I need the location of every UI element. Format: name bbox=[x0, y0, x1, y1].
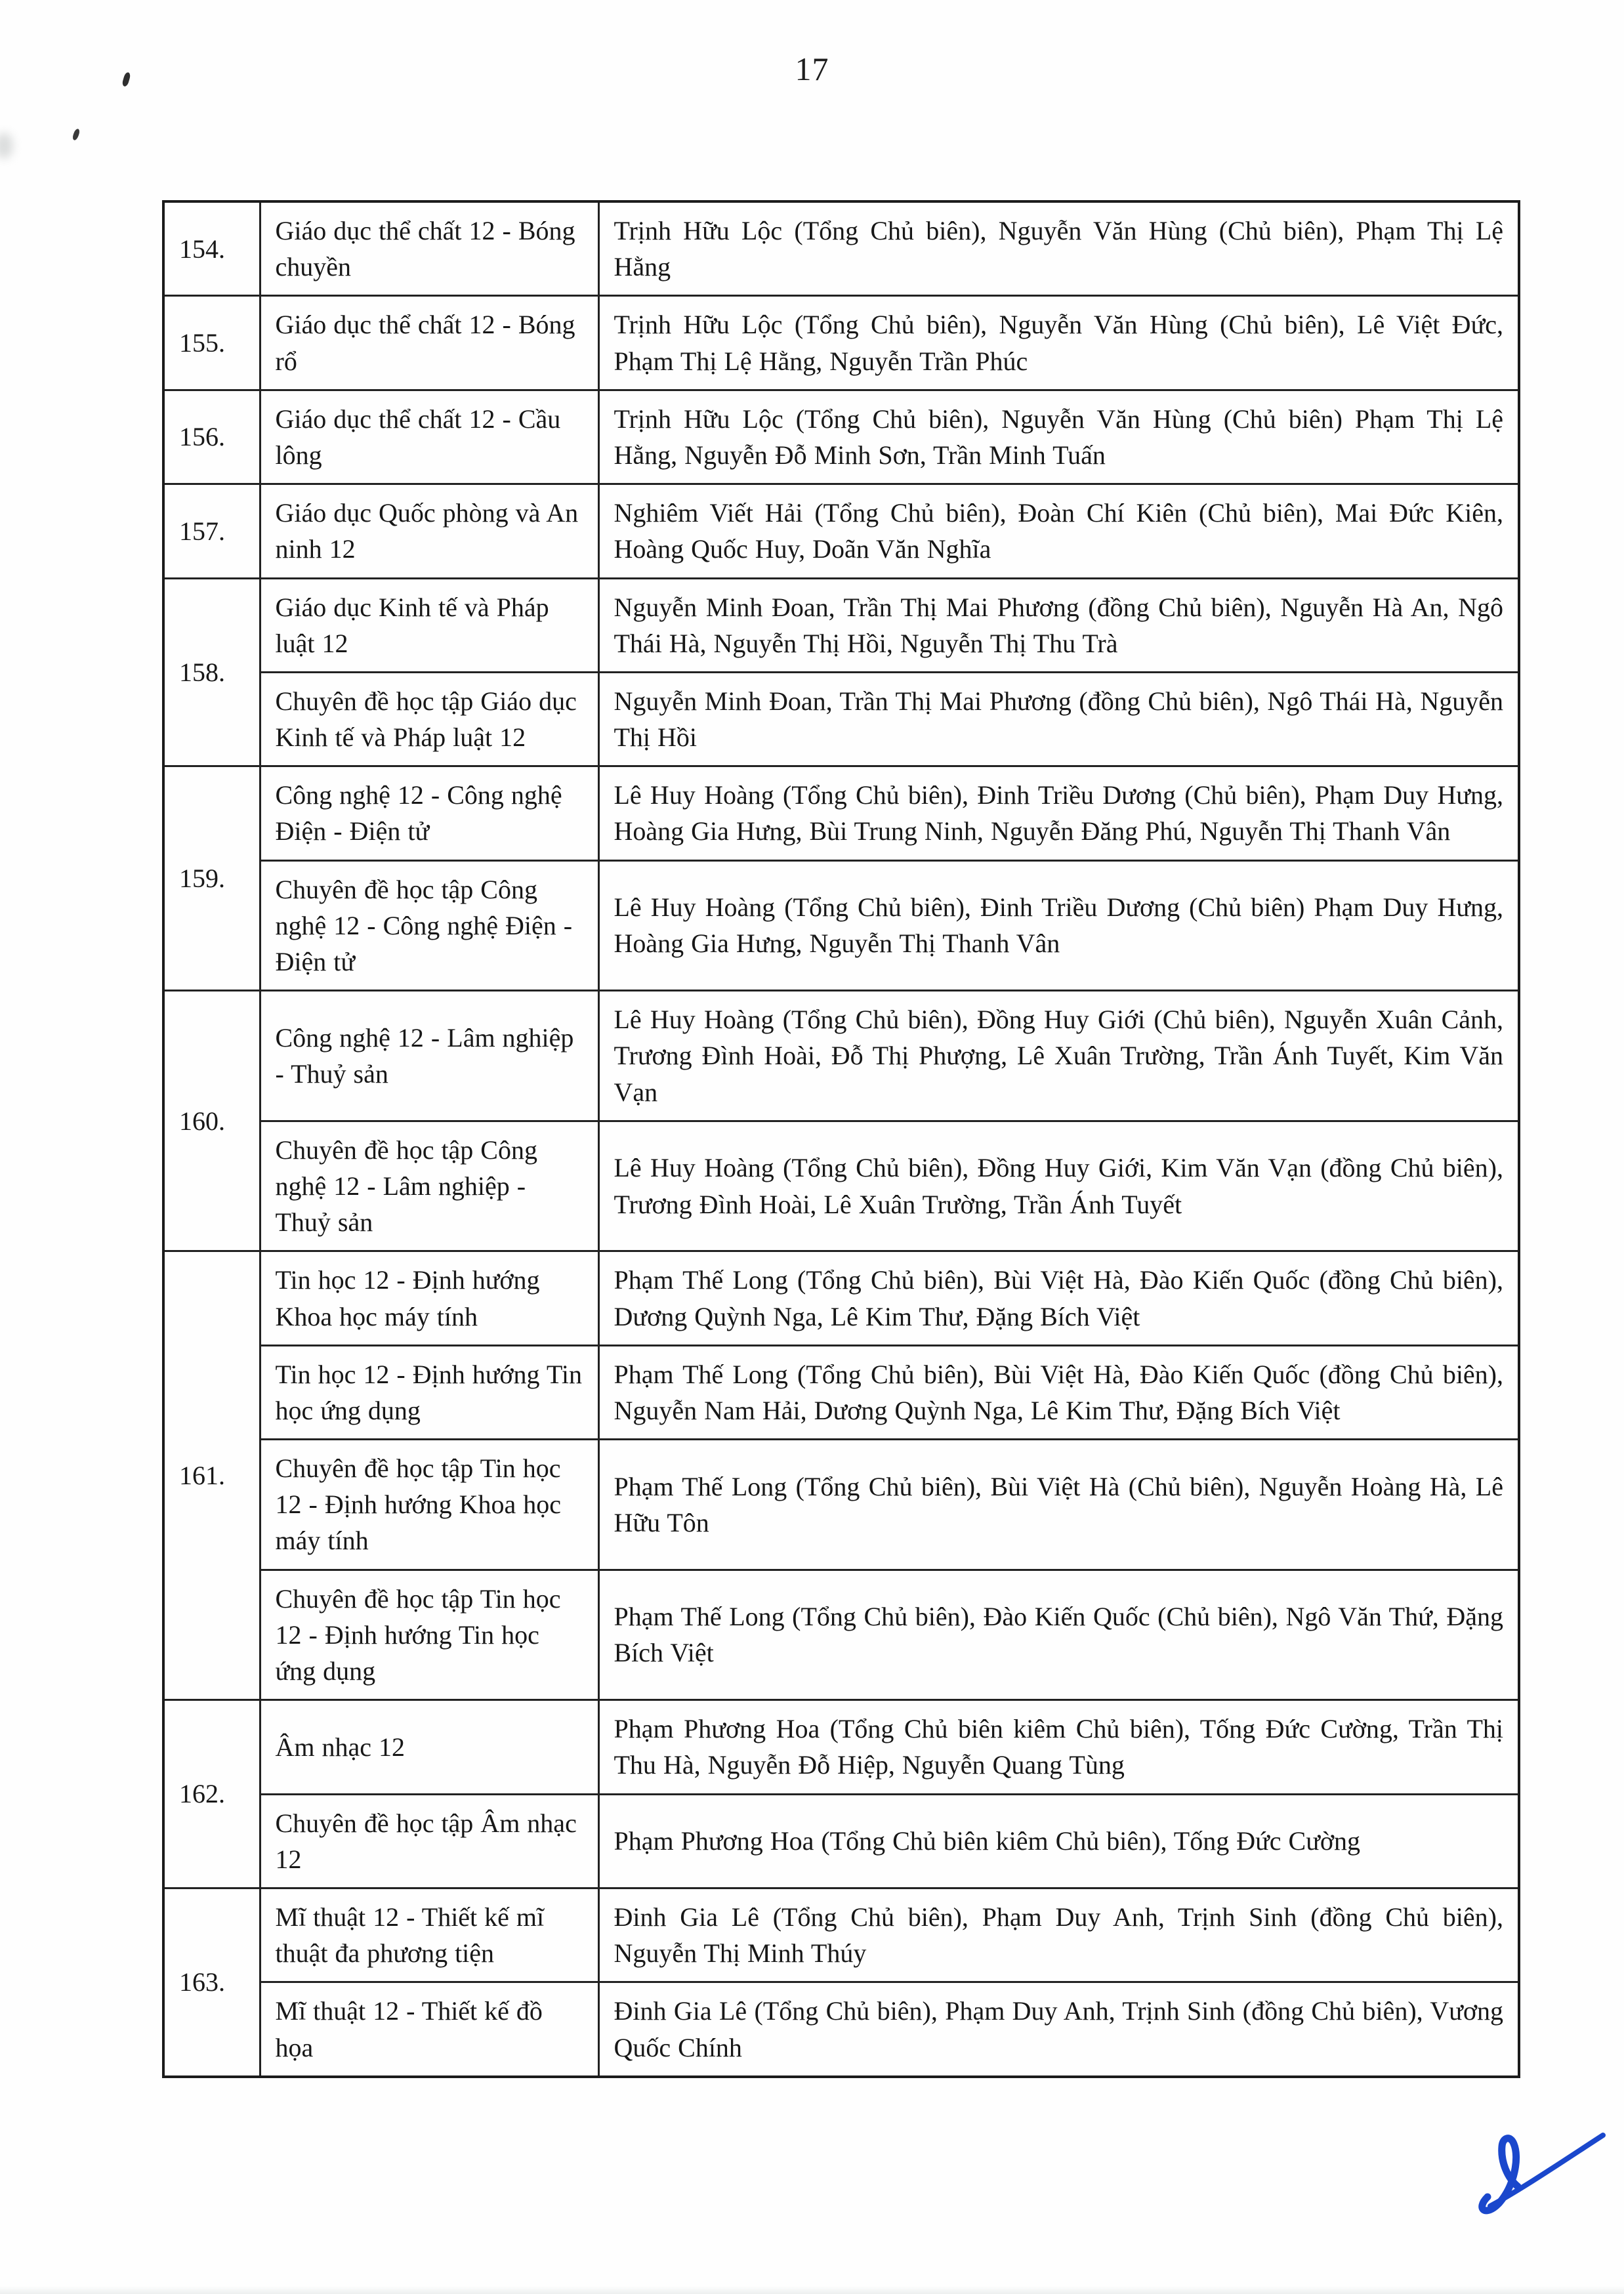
table-row bbox=[163, 860, 1519, 991]
authors-cell: Lê Huy Hoàng (Tổng Chủ biên), Đồng Huy Giới (Chủ biên), Nguyễn Xuân Cảnh, Trương Đình Hoài, Đỗ Thị Phượng, Lê Xuân Trường, Trần Ánh Tuyết, Kim Văn Vạn bbox=[598, 991, 1519, 1121]
scan-speck-icon bbox=[72, 128, 81, 141]
authors-cell: Lê Huy Hoàng (Tổng Chủ biên), Đinh Triều Dương (Chủ biên) Phạm Duy Hưng, Hoàng Gia Hưng, Nguyễn Thị Thanh Vân bbox=[598, 860, 1519, 991]
table-row bbox=[163, 1345, 1519, 1439]
table-row bbox=[163, 991, 1519, 1121]
authors-cell: Nguyễn Minh Đoan, Trần Thị Mai Phương (đồng Chủ biên), Nguyễn Hà An, Ngô Thái Hà, Nguyễn Thị Hồi, Nguyễn Thị Thu Trà bbox=[598, 578, 1519, 672]
row-number-cell: 156. bbox=[163, 390, 260, 484]
authors-cell: Trịnh Hữu Lộc (Tổng Chủ biên), Nguyễn Văn Hùng (Chủ biên) Phạm Thị Lệ Hằng, Nguyễn Đỗ Minh Sơn, Trần Minh Tuấn bbox=[598, 390, 1519, 484]
authors-cell: Phạm Thế Long (Tổng Chủ biên), Bùi Việt Hà, Đào Kiến Quốc (đồng Chủ biên), Nguyễn Nam Hải, Dương Quỳnh Nga, Lê Kim Thư, Đặng Bích Việt bbox=[598, 1345, 1519, 1439]
textbook-title-cell: Mĩ thuật 12 - Thiết kế mĩ thuật đa phương tiện bbox=[260, 1888, 598, 1982]
table-row bbox=[163, 390, 1519, 484]
textbook-title-cell: Âm nhạc 12 bbox=[260, 1700, 598, 1794]
textbook-title-cell: Tin học 12 - Định hướng Khoa học máy tính bbox=[260, 1251, 598, 1345]
row-number-cell: 159. bbox=[163, 766, 260, 991]
row-number-cell: 162. bbox=[163, 1700, 260, 1888]
scan-smudge bbox=[0, 133, 13, 159]
textbook-title-cell: Giáo dục thể chất 12 - Cầu lông bbox=[260, 390, 598, 484]
table-row bbox=[163, 578, 1519, 672]
textbook-title-cell: Tin học 12 - Định hướng Tin học ứng dụng bbox=[260, 1345, 598, 1439]
row-number-cell: 158. bbox=[163, 578, 260, 766]
table-row bbox=[163, 1700, 1519, 1794]
textbook-authors-table bbox=[162, 200, 1520, 2078]
table-row bbox=[163, 296, 1519, 390]
textbook-title-cell: Công nghệ 12 - Lâm nghiệp - Thuỷ sản bbox=[260, 991, 598, 1121]
table-row bbox=[163, 1121, 1519, 1251]
authors-cell: Phạm Thế Long (Tổng Chủ biên), Đào Kiến Quốc (Chủ biên), Ngô Văn Thứ, Đặng Bích Việt bbox=[598, 1570, 1519, 1700]
authors-cell: Đinh Gia Lê (Tổng Chủ biên), Phạm Duy Anh, Trịnh Sinh (đồng Chủ biên), Vương Quốc Chính bbox=[598, 1982, 1519, 2077]
page-number: 17 bbox=[795, 51, 829, 87]
row-number-cell: 161. bbox=[163, 1251, 260, 1700]
textbook-title-cell: Giáo dục Kinh tế và Pháp luật 12 bbox=[260, 578, 598, 672]
table-row bbox=[163, 1888, 1519, 1982]
table-row bbox=[163, 1570, 1519, 1700]
authors-cell: Nguyễn Minh Đoan, Trần Thị Mai Phương (đồng Chủ biên), Ngô Thái Hà, Nguyễn Thị Hồi bbox=[598, 672, 1519, 766]
textbook-title-cell: Giáo dục thể chất 12 - Bóng chuyền bbox=[260, 201, 598, 296]
table-body bbox=[163, 201, 1519, 2077]
authors-cell: Lê Huy Hoàng (Tổng Chủ biên), Đinh Triều Dương (Chủ biên), Phạm Duy Hưng, Hoàng Gia Hưng, Bùi Trung Ninh, Nguyễn Đăng Phú, Nguyễn Thị Thanh Vân bbox=[598, 766, 1519, 860]
textbook-title-cell: Chuyên đề học tập Công nghệ 12 - Công nghệ Điện - Điện tử bbox=[260, 860, 598, 991]
authors-cell: Lê Huy Hoàng (Tổng Chủ biên), Đồng Huy Giới, Kim Văn Vạn (đồng Chủ biên), Trương Đình Hoài, Lê Xuân Trường, Trần Ánh Tuyết bbox=[598, 1121, 1519, 1251]
authors-cell: Đinh Gia Lê (Tổng Chủ biên), Phạm Duy Anh, Trịnh Sinh (đồng Chủ biên), Nguyễn Thị Minh Thúy bbox=[598, 1888, 1519, 1982]
textbook-title-cell: Chuyên đề học tập Tin học 12 - Định hướng Tin học ứng dụng bbox=[260, 1570, 598, 1700]
table-row bbox=[163, 484, 1519, 578]
textbook-title-cell: Chuyên đề học tập Giáo dục Kinh tế và Pháp luật 12 bbox=[260, 672, 598, 766]
textbook-title-cell: Giáo dục Quốc phòng và An ninh 12 bbox=[260, 484, 598, 578]
table-row bbox=[163, 1794, 1519, 1888]
textbook-title-cell: Công nghệ 12 - Công nghệ Điện - Điện tử bbox=[260, 766, 598, 860]
authors-cell: Phạm Thế Long (Tổng Chủ biên), Bùi Việt Hà, Đào Kiến Quốc (đồng Chủ biên), Dương Quỳnh Nga, Lê Kim Thư, Đặng Bích Việt bbox=[598, 1251, 1519, 1345]
table-row bbox=[163, 1440, 1519, 1570]
authors-cell: Trịnh Hữu Lộc (Tổng Chủ biên), Nguyễn Văn Hùng (Chủ biên), Phạm Thị Lệ Hằng bbox=[598, 201, 1519, 296]
authors-cell: Trịnh Hữu Lộc (Tổng Chủ biên), Nguyễn Văn Hùng (Chủ biên), Lê Việt Đức, Phạm Thị Lệ Hằng, Nguyễn Trần Phúc bbox=[598, 296, 1519, 390]
textbook-title-cell: Chuyên đề học tập Công nghệ 12 - Lâm nghiệp - Thuỷ sản bbox=[260, 1121, 598, 1251]
table-row bbox=[163, 766, 1519, 860]
table-row bbox=[163, 1982, 1519, 2077]
row-number-cell: 163. bbox=[163, 1888, 260, 2076]
scanner-edge-shadow bbox=[0, 2285, 1624, 2294]
textbook-title-cell: Mĩ thuật 12 - Thiết kế đồ họa bbox=[260, 1982, 598, 2077]
textbook-title-cell: Chuyên đề học tập Âm nhạc 12 bbox=[260, 1794, 598, 1888]
authors-cell: Phạm Phương Hoa (Tổng Chủ biên kiêm Chủ biên), Tống Đức Cường bbox=[598, 1794, 1519, 1888]
ink-signature bbox=[1470, 2125, 1611, 2220]
textbook-title-cell: Giáo dục thể chất 12 - Bóng rổ bbox=[260, 296, 598, 390]
authors-cell: Nghiêm Viết Hải (Tổng Chủ biên), Đoàn Chí Kiên (Chủ biên), Mai Đức Kiên, Hoàng Quốc Huy, Doãn Văn Nghĩa bbox=[598, 484, 1519, 578]
textbook-title-cell: Chuyên đề học tập Tin học 12 - Định hướng Khoa học máy tính bbox=[260, 1440, 598, 1570]
authors-cell: Phạm Phương Hoa (Tổng Chủ biên kiêm Chủ biên), Tống Đức Cường, Trần Thị Thu Hà, Nguyễn Đỗ Hiệp, Nguyễn Quang Tùng bbox=[598, 1700, 1519, 1794]
table-row bbox=[163, 1251, 1519, 1345]
row-number-cell: 160. bbox=[163, 991, 260, 1251]
row-number-cell: 157. bbox=[163, 484, 260, 578]
row-number-cell: 154. bbox=[163, 201, 260, 296]
table-row bbox=[163, 201, 1519, 296]
authors-cell: Phạm Thế Long (Tổng Chủ biên), Bùi Việt Hà (Chủ biên), Nguyễn Hoàng Hà, Lê Hữu Tôn bbox=[598, 1440, 1519, 1570]
row-number-cell: 155. bbox=[163, 296, 260, 390]
table-row bbox=[163, 672, 1519, 766]
